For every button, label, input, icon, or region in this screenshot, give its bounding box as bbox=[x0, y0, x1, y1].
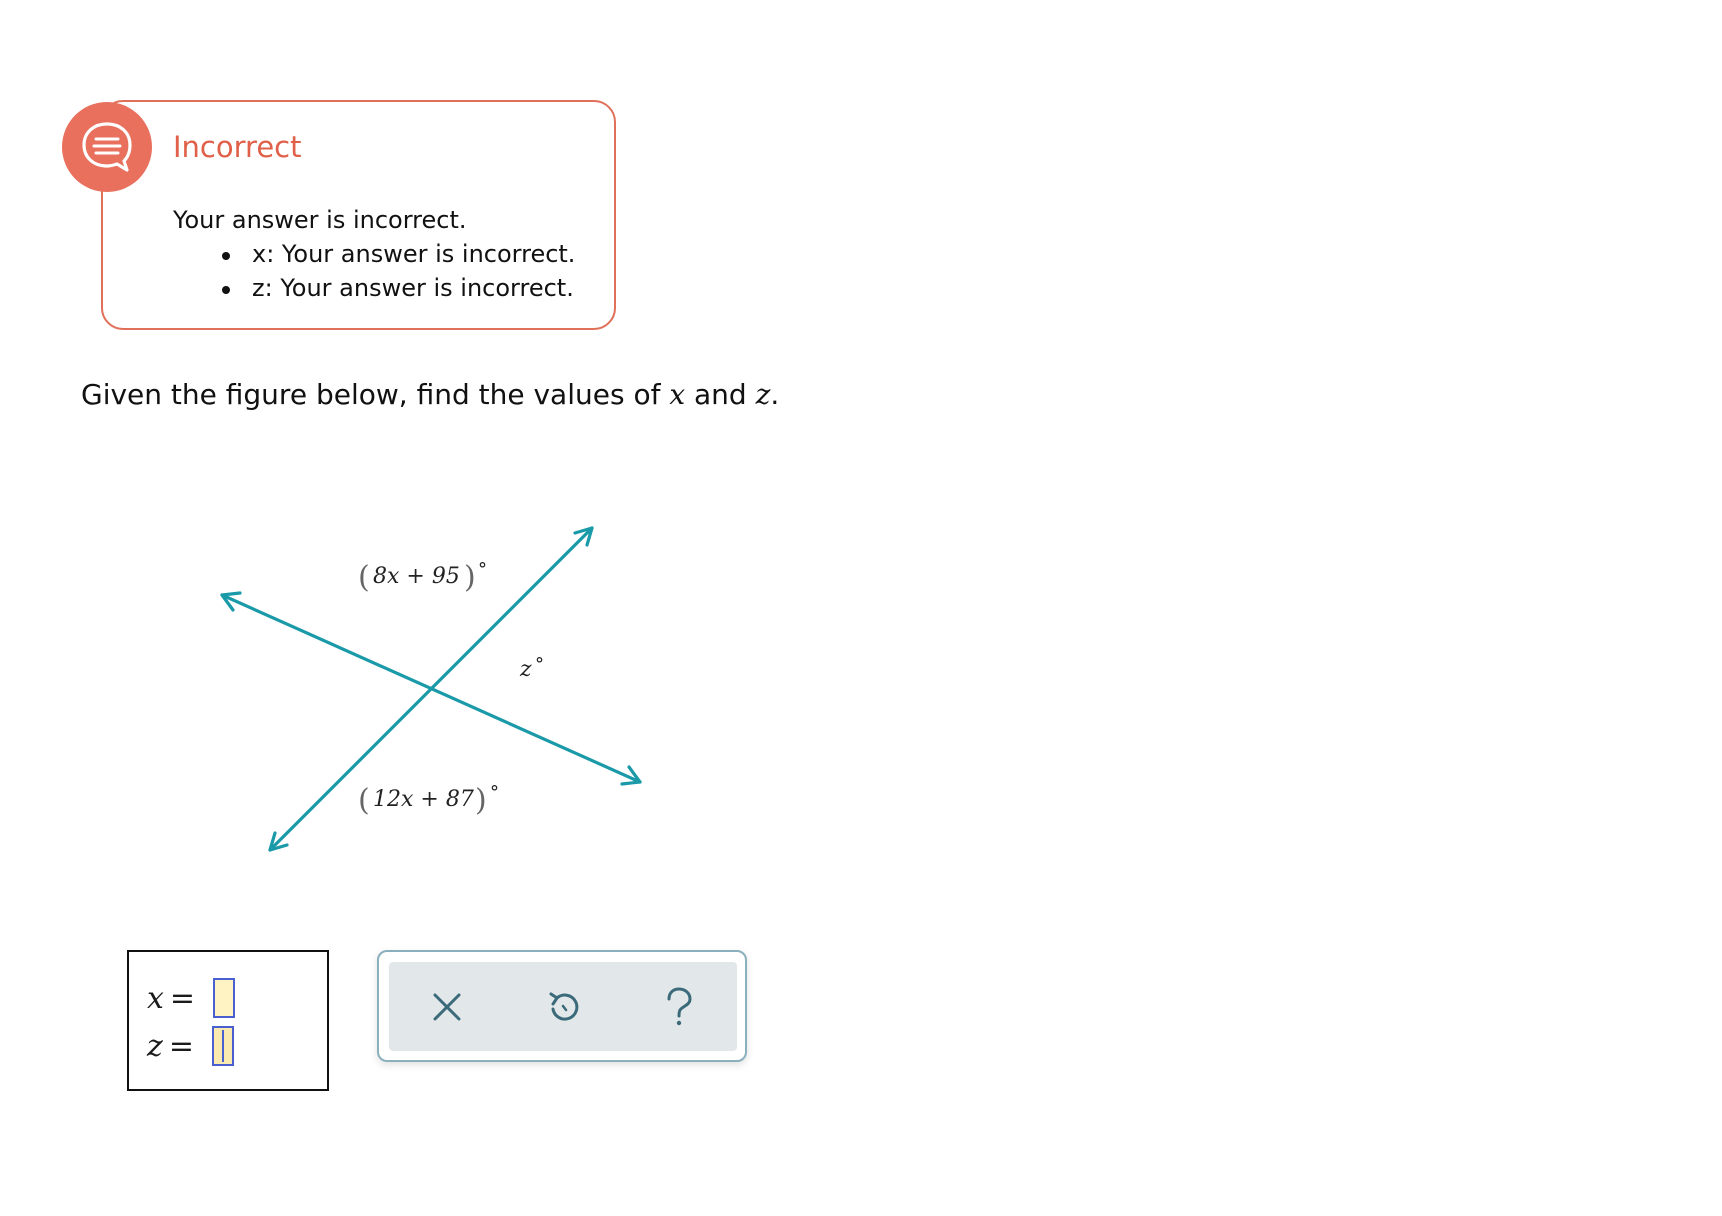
feedback-message: Your answer is incorrect. bbox=[173, 206, 467, 234]
angle-top-close-paren: ) bbox=[464, 560, 476, 595]
angle-bottom-label: 12x + 87 bbox=[373, 787, 474, 812]
question-suffix: . bbox=[770, 378, 780, 411]
question-var-x: x bbox=[669, 378, 686, 411]
feedback-title: Incorrect bbox=[173, 130, 302, 164]
z-label: z bbox=[147, 1028, 163, 1064]
chat-bubble-icon bbox=[62, 102, 152, 192]
answer-toolbar bbox=[377, 950, 747, 1062]
angle-bottom-close-paren: ) bbox=[475, 783, 487, 818]
toolbar-buttons bbox=[389, 962, 737, 1051]
answer-row-z bbox=[147, 1026, 234, 1066]
angle-right-label: z bbox=[520, 657, 532, 682]
close-icon bbox=[431, 991, 463, 1023]
intersecting-lines-diagram bbox=[200, 510, 680, 870]
z-input[interactable] bbox=[212, 1026, 234, 1066]
x-input[interactable] bbox=[213, 978, 235, 1018]
undo-icon bbox=[545, 989, 581, 1025]
question-var-z: z bbox=[755, 378, 771, 411]
angle-right-degree: ° bbox=[535, 654, 544, 675]
question-middle: and bbox=[685, 378, 756, 411]
angle-top-degree: ° bbox=[478, 559, 487, 580]
x-equals: = bbox=[169, 980, 196, 1016]
undo-button[interactable] bbox=[533, 977, 593, 1037]
question-prefix: Given the figure below, find the values of bbox=[81, 378, 670, 411]
question-text bbox=[81, 378, 779, 411]
help-icon bbox=[663, 987, 695, 1027]
angle-bottom-degree: ° bbox=[490, 782, 499, 803]
answer-row-x bbox=[147, 978, 235, 1018]
angle-figure bbox=[200, 510, 680, 874]
feedback-body bbox=[173, 203, 575, 305]
z-equals: = bbox=[168, 1028, 194, 1064]
feedback-item-x: x: Your answer is incorrect. bbox=[222, 237, 575, 271]
angle-top-label: 8x + 95 bbox=[373, 564, 460, 589]
feedback-item-z: z: Your answer is incorrect. bbox=[222, 271, 575, 305]
help-button[interactable] bbox=[649, 977, 709, 1037]
feedback-list bbox=[222, 237, 575, 305]
angle-top-open-paren: ( bbox=[358, 560, 370, 595]
answer-box bbox=[127, 950, 329, 1091]
x-label: x bbox=[147, 980, 164, 1016]
clear-button[interactable] bbox=[417, 977, 477, 1037]
angle-bottom-open-paren: ( bbox=[358, 783, 370, 818]
